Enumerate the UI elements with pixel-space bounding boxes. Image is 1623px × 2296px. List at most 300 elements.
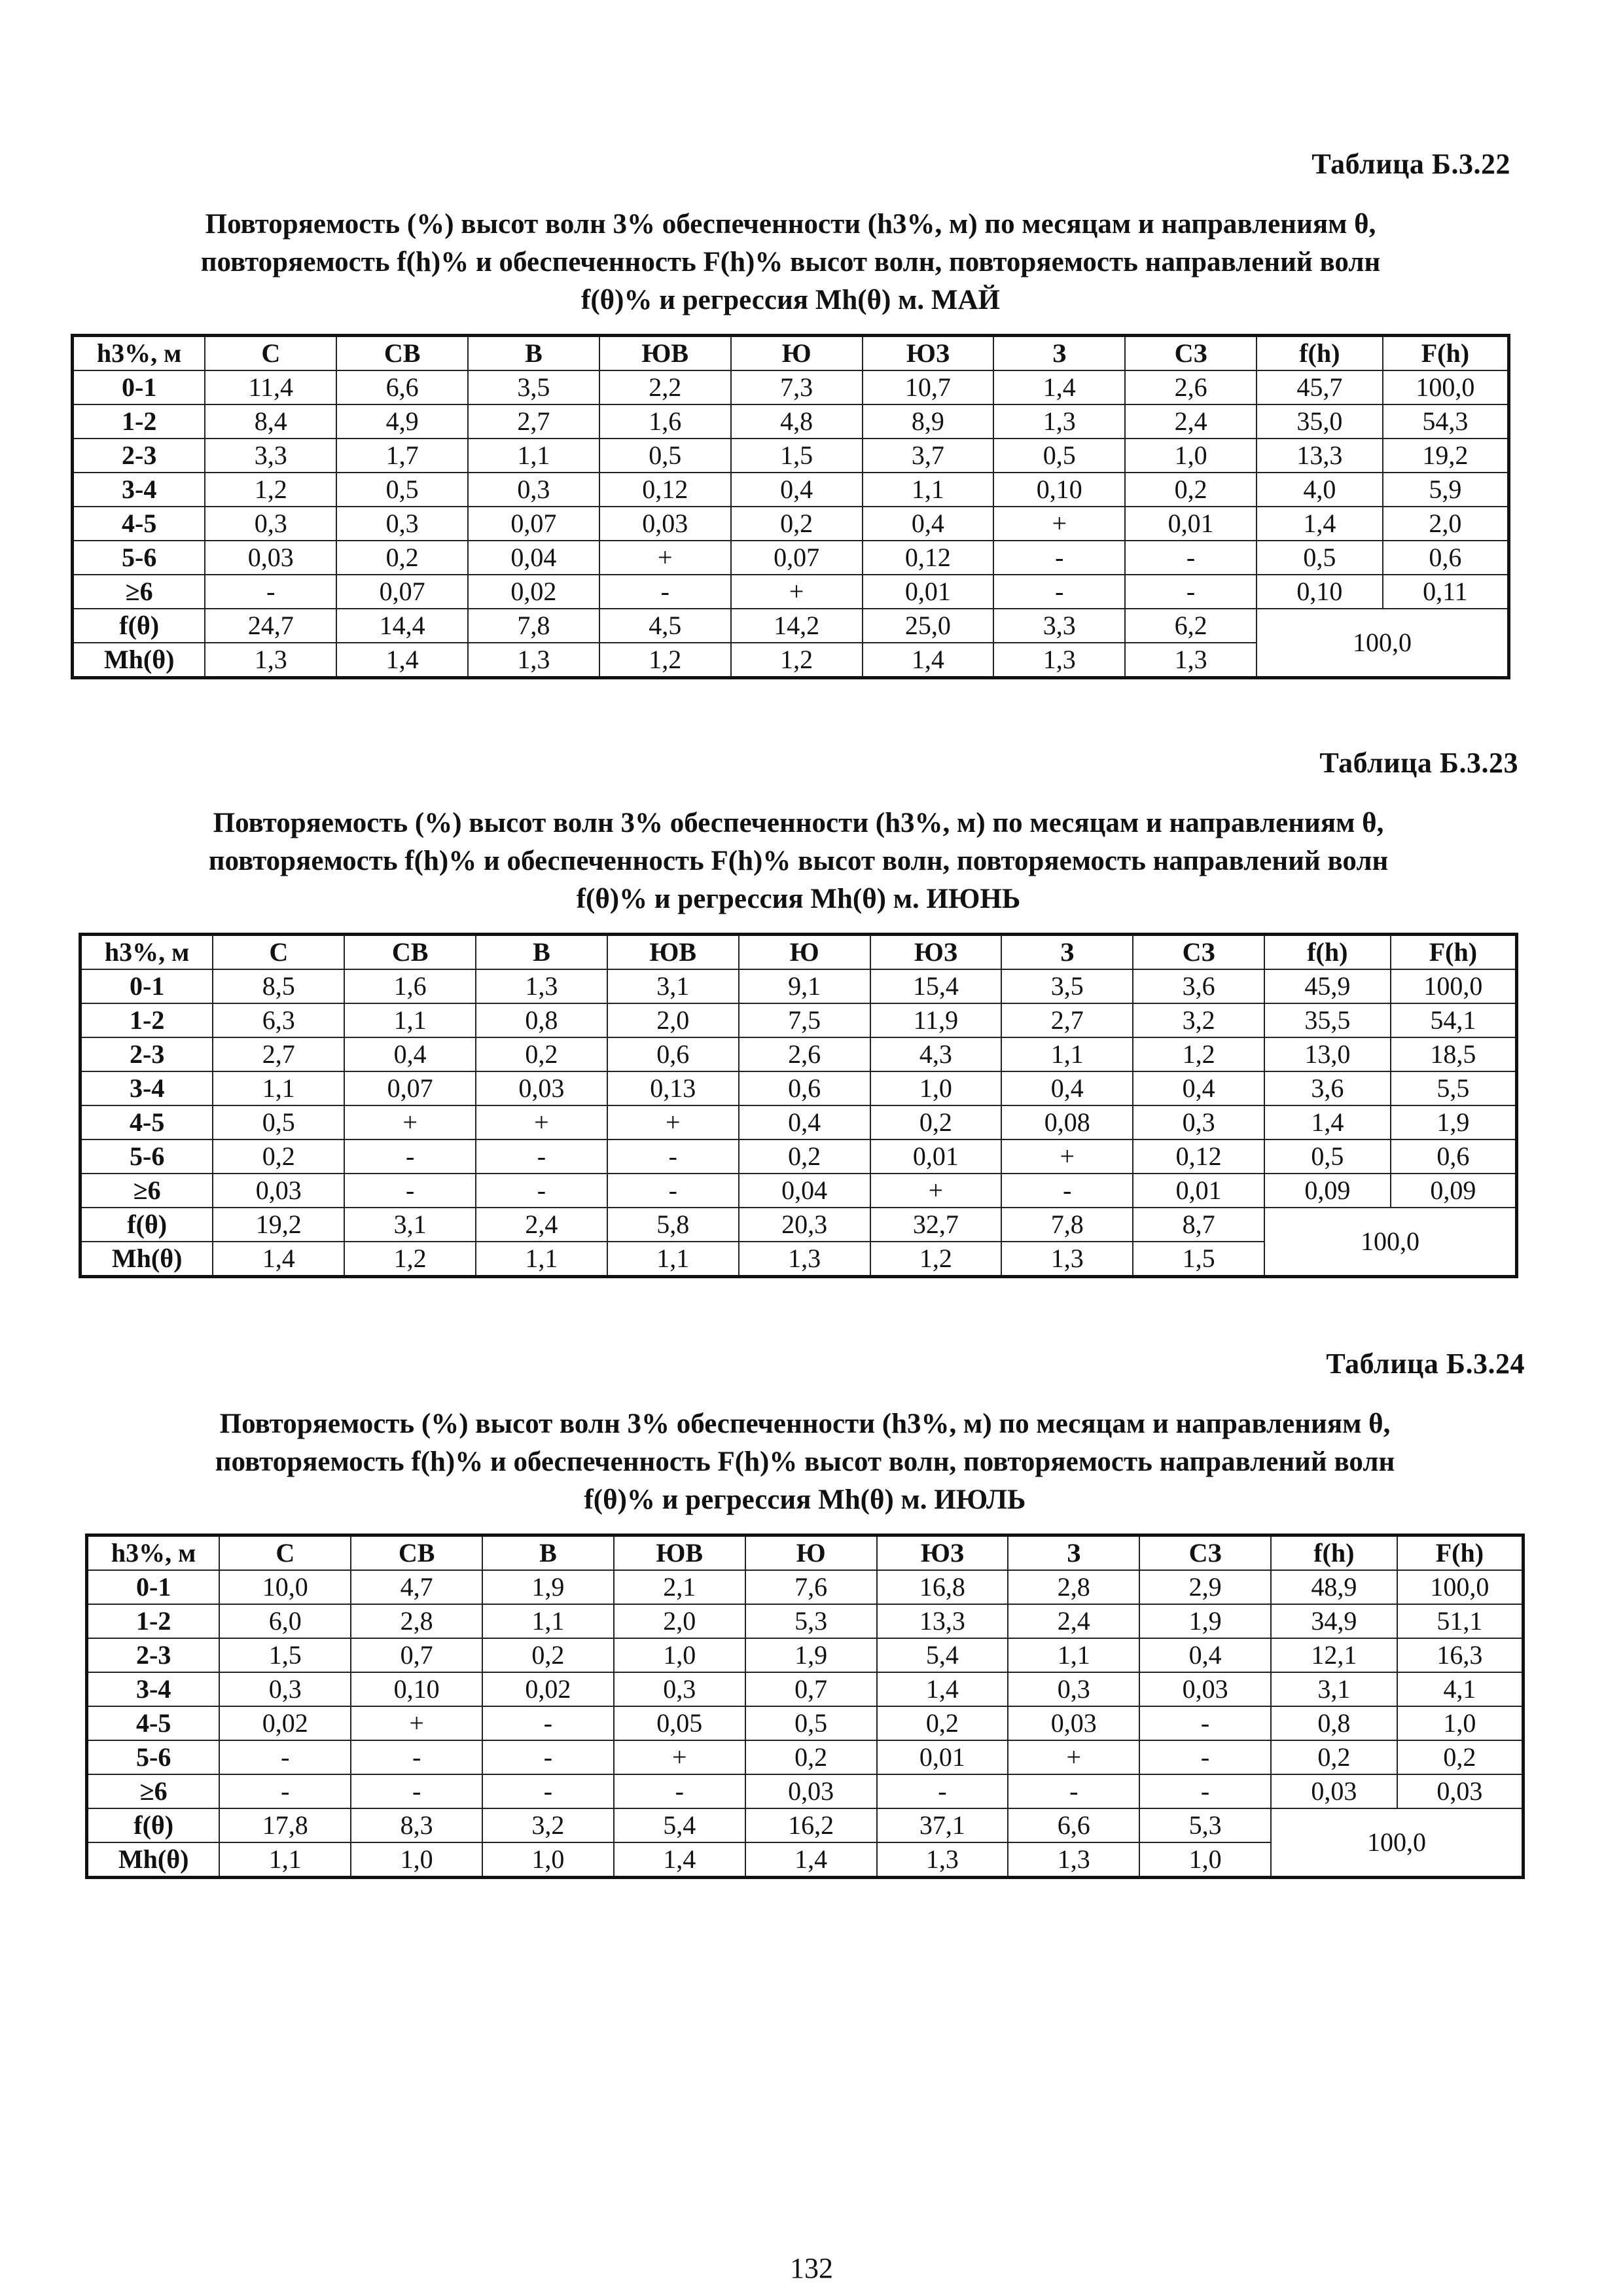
table-cell: 13,3 [877, 1604, 1008, 1638]
table-cell: 0,05 [614, 1706, 745, 1740]
caption-line: Повторяемость (%) высот волн 3% обеспеченности (h3%, м) по месяцам и направлениям θ, [205, 209, 1376, 240]
table-cell: 1,3 [993, 643, 1125, 678]
column-header: ЮВ [614, 1535, 745, 1571]
column-header: h3%, м [87, 1535, 220, 1571]
table-cell: 2,4 [1125, 404, 1257, 439]
table-cell: 51,1 [1397, 1604, 1524, 1638]
table-cell: 1,0 [351, 1842, 482, 1878]
caption-line: повторяемость f(h)% и обеспеченность F(h)% высот волн, повторяемость направлений волн [215, 1446, 1395, 1477]
table-cell: - [993, 575, 1125, 609]
row-header: f(θ) [87, 1808, 220, 1842]
table-cell: 1,0 [870, 1071, 1002, 1105]
caption-line [84, 281, 1497, 319]
column-header: ЮЗ [877, 1535, 1008, 1571]
table-cell: 1,5 [219, 1638, 351, 1672]
table-cell: 0,3 [468, 473, 599, 507]
row-header: 3-4 [73, 473, 205, 507]
table-cell: 0,8 [476, 1003, 607, 1037]
table-row [87, 1604, 1524, 1638]
caption-month: ИЮЛЬ [934, 1484, 1026, 1515]
table-cell: 0,02 [219, 1706, 351, 1740]
table-cell: 2,6 [739, 1037, 870, 1071]
table-cell: 100,0 [1383, 370, 1509, 404]
row-header: 3-4 [87, 1672, 220, 1706]
table-cell: 32,7 [870, 1208, 1002, 1242]
row-header: ≥6 [73, 575, 205, 609]
row-header: 4-5 [87, 1706, 220, 1740]
table-cell: 0,10 [1257, 575, 1383, 609]
table-row [73, 439, 1509, 473]
column-header: F(h) [1383, 336, 1509, 371]
table-cell: 0,03 [1397, 1774, 1524, 1808]
table-cell: 1,0 [1397, 1706, 1524, 1740]
row-header: 1-2 [73, 404, 205, 439]
table-cell: - [1125, 575, 1257, 609]
table-cell: 0,6 [739, 1071, 870, 1105]
table-cell: 0,2 [476, 1037, 607, 1071]
table-cell: 16,8 [877, 1570, 1008, 1604]
table-cell: 0,2 [213, 1139, 344, 1174]
table-cell: - [1001, 1174, 1133, 1208]
table-cell: 0,12 [599, 473, 731, 507]
table-cell: 4,9 [336, 404, 468, 439]
table-cell: - [482, 1706, 614, 1740]
column-header: СВ [344, 935, 476, 970]
column-header: В [468, 336, 599, 371]
wave-height-table [71, 334, 1510, 679]
table-row [80, 1037, 1517, 1071]
table-cell: 0,07 [344, 1071, 476, 1105]
column-header: F(h) [1397, 1535, 1524, 1571]
table-cell: 15,4 [870, 969, 1002, 1003]
table-cell: 0,2 [336, 541, 468, 575]
table-cell: 1,6 [344, 969, 476, 1003]
table-cell: - [344, 1174, 476, 1208]
table-cell: 6,2 [1125, 609, 1257, 643]
table-cell: 13,3 [1257, 439, 1383, 473]
row-header: f(θ) [73, 609, 205, 643]
table-cell: - [1125, 541, 1257, 575]
table-cell: 100,0 [1397, 1570, 1524, 1604]
table-cell: 1,4 [1264, 1105, 1391, 1139]
row-header: 5-6 [73, 541, 205, 575]
table-cell: 0,4 [1133, 1071, 1264, 1105]
table-caption [92, 804, 1505, 918]
table-cell: 1,0 [1139, 1842, 1271, 1878]
table-cell: 1,2 [731, 643, 863, 678]
table-cell: 1,4 [993, 370, 1125, 404]
table-cell: - [607, 1139, 739, 1174]
table-cell: 3,5 [1001, 969, 1133, 1003]
table-cell: + [476, 1105, 607, 1139]
header-row [80, 935, 1517, 970]
table-cell: 2,0 [1383, 507, 1509, 541]
row-header: ≥6 [87, 1774, 220, 1808]
row-header: 0-1 [80, 969, 213, 1003]
table-cell: 14,4 [336, 609, 468, 643]
table-cell: 6,6 [1008, 1808, 1139, 1842]
table-cell: - [607, 1174, 739, 1208]
table-cell: 0,4 [863, 507, 994, 541]
table-cell: 1,1 [482, 1604, 614, 1638]
table-cell: 1,3 [205, 643, 336, 678]
table-cell: 0,03 [1139, 1672, 1271, 1706]
table-cell: 1,4 [745, 1842, 877, 1878]
total-cell: 100,0 [1257, 609, 1509, 678]
table-cell: 4,1 [1397, 1672, 1524, 1706]
column-header: f(h) [1264, 935, 1391, 970]
table-cell: 3,3 [993, 609, 1125, 643]
table-cell: 1,9 [745, 1638, 877, 1672]
table-cell: 1,0 [482, 1842, 614, 1878]
table-cell: 19,2 [213, 1208, 344, 1242]
table-cell: 2,4 [1008, 1604, 1139, 1638]
table-cell: 1,2 [870, 1242, 1002, 1277]
table-cell: 0,03 [1271, 1774, 1397, 1808]
table-cell: 0,6 [607, 1037, 739, 1071]
table-cell: 11,4 [205, 370, 336, 404]
table-cell: 3,2 [1133, 1003, 1264, 1037]
column-header: С [205, 336, 336, 371]
table-cell: - [351, 1740, 482, 1774]
table-cell: 0,3 [614, 1672, 745, 1706]
column-header: h3%, м [73, 336, 205, 371]
table-cell: 48,9 [1271, 1570, 1397, 1604]
table-cell: 0,4 [1001, 1071, 1133, 1105]
table-cell: 1,1 [607, 1242, 739, 1277]
column-header: Ю [731, 336, 863, 371]
table-cell: 0,01 [863, 575, 994, 609]
table-cell: 0,4 [344, 1037, 476, 1071]
table-cell: 1,1 [219, 1842, 351, 1878]
table-cell: 0,5 [745, 1706, 877, 1740]
total-cell: 100,0 [1264, 1208, 1517, 1277]
table-cell: 5,9 [1383, 473, 1509, 507]
table-cell: 2,2 [599, 370, 731, 404]
page-number: 132 [790, 2252, 833, 2284]
table-cell: 0,5 [993, 439, 1125, 473]
table-row [87, 1706, 1524, 1740]
table-cell: + [344, 1105, 476, 1139]
table-cell: 0,3 [336, 507, 468, 541]
table-cell: 1,9 [482, 1570, 614, 1604]
table-cell: - [476, 1139, 607, 1174]
table-cell: 1,2 [1133, 1037, 1264, 1071]
table-row [80, 969, 1517, 1003]
table-row [87, 1740, 1524, 1774]
table-cell: 0,03 [213, 1174, 344, 1208]
table-cell: 0,01 [877, 1740, 1008, 1774]
table-cell: - [599, 575, 731, 609]
table-cell: 34,9 [1271, 1604, 1397, 1638]
row-header: 4-5 [73, 507, 205, 541]
f-theta-row [73, 609, 1509, 643]
table-cell: 0,11 [1383, 575, 1509, 609]
table-cell: 14,2 [731, 609, 863, 643]
row-header: 0-1 [87, 1570, 220, 1604]
table-row [73, 541, 1509, 575]
table-cell: 0,5 [213, 1105, 344, 1139]
table-row [80, 1071, 1517, 1105]
table-cell: + [993, 507, 1125, 541]
table-row [73, 404, 1509, 439]
table-cell: 0,2 [1125, 473, 1257, 507]
wave-height-table [85, 1534, 1525, 1879]
table-cell: 0,2 [1397, 1740, 1524, 1774]
table-cell: 17,8 [219, 1808, 351, 1842]
column-header: СЗ [1139, 1535, 1271, 1571]
table-block-may [71, 147, 1510, 679]
table-cell: 3,2 [482, 1808, 614, 1842]
table-cell: + [1001, 1139, 1133, 1174]
table-cell: 3,3 [205, 439, 336, 473]
table-cell: 5,5 [1391, 1071, 1517, 1105]
table-block-july [85, 1347, 1525, 1879]
table-cell: 2,4 [476, 1208, 607, 1242]
table-cell: 54,1 [1391, 1003, 1517, 1037]
table-cell: 1,6 [599, 404, 731, 439]
table-cell: 10,0 [219, 1570, 351, 1604]
table-cell: 0,09 [1264, 1174, 1391, 1208]
column-header: С [219, 1535, 351, 1571]
table-cell: 0,07 [468, 507, 599, 541]
table-cell: 0,07 [336, 575, 468, 609]
column-header: ЮВ [607, 935, 739, 970]
table-cell: 1,5 [731, 439, 863, 473]
column-header: F(h) [1391, 935, 1517, 970]
f-theta-row [80, 1208, 1517, 1242]
table-cell: 0,7 [745, 1672, 877, 1706]
table-cell: 35,0 [1257, 404, 1383, 439]
caption-line-text: f(θ)% и регрессия Mh(θ) м. [584, 1484, 927, 1515]
table-cell: - [993, 541, 1125, 575]
table-cell: 1,3 [739, 1242, 870, 1277]
column-header: В [476, 935, 607, 970]
table-cell: 0,5 [1257, 541, 1383, 575]
table-cell: 1,3 [468, 643, 599, 678]
row-header: f(θ) [80, 1208, 213, 1242]
caption-month: МАЙ [931, 285, 1000, 315]
table-cell: 0,03 [205, 541, 336, 575]
table-cell: - [482, 1740, 614, 1774]
table-cell: 0,5 [1264, 1139, 1391, 1174]
table-row [73, 507, 1509, 541]
table-cell: 1,4 [213, 1242, 344, 1277]
row-header: Mh(θ) [87, 1842, 220, 1878]
table-cell: 1,4 [1257, 507, 1383, 541]
table-cell: 1,3 [1008, 1842, 1139, 1878]
table-row [73, 370, 1509, 404]
table-cell: 5,3 [1139, 1808, 1271, 1842]
table-cell: - [476, 1174, 607, 1208]
table-cell: 0,2 [877, 1706, 1008, 1740]
table-cell: 3,1 [1271, 1672, 1397, 1706]
column-header: ЮЗ [863, 336, 994, 371]
table-cell: - [614, 1774, 745, 1808]
table-cell: 3,6 [1133, 969, 1264, 1003]
column-header: f(h) [1257, 336, 1383, 371]
table-number: Таблица Б.3.23 [1319, 747, 1518, 779]
table-cell: 0,12 [863, 541, 994, 575]
table-cell: 7,3 [731, 370, 863, 404]
table-cell: 0,7 [351, 1638, 482, 1672]
table-cell: 1,1 [476, 1242, 607, 1277]
column-header: З [1001, 935, 1133, 970]
table-cell: 5,4 [877, 1638, 1008, 1672]
row-header: ≥6 [80, 1174, 213, 1208]
table-cell: 16,2 [745, 1808, 877, 1842]
table-cell: 1,4 [336, 643, 468, 678]
table-cell: 0,12 [1133, 1139, 1264, 1174]
column-header: В [482, 1535, 614, 1571]
table-cell: 5,4 [614, 1808, 745, 1842]
row-header: Mh(θ) [80, 1242, 213, 1277]
table-cell: 0,3 [205, 507, 336, 541]
column-header: З [993, 336, 1125, 371]
row-header: 1-2 [87, 1604, 220, 1638]
table-cell: 4,3 [870, 1037, 1002, 1071]
table-cell: + [731, 575, 863, 609]
table-cell: 1,3 [993, 404, 1125, 439]
table-cell: 3,1 [344, 1208, 476, 1242]
table-cell: 0,10 [993, 473, 1125, 507]
table-cell: 1,7 [336, 439, 468, 473]
caption-line [98, 1481, 1512, 1519]
table-cell: 0,03 [599, 507, 731, 541]
table-cell: 1,3 [1125, 643, 1257, 678]
table-row [87, 1638, 1524, 1672]
table-cell: 3,7 [863, 439, 994, 473]
table-cell: - [219, 1774, 351, 1808]
table-cell: 6,6 [336, 370, 468, 404]
table-cell: 45,7 [1257, 370, 1383, 404]
table-cell: 6,0 [219, 1604, 351, 1638]
table-cell: 0,09 [1391, 1174, 1517, 1208]
table-cell: 6,3 [213, 1003, 344, 1037]
table-cell: 1,1 [213, 1071, 344, 1105]
caption-line: Повторяемость (%) высот волн 3% обеспеченности (h3%, м) по месяцам и направлениям θ, [213, 808, 1384, 838]
column-header: Ю [745, 1535, 877, 1571]
table-cell: 0,8 [1271, 1706, 1397, 1740]
caption-month: ИЮНЬ [926, 884, 1021, 914]
table-cell: 0,6 [1383, 541, 1509, 575]
table-cell: 1,4 [614, 1842, 745, 1878]
table-cell: + [614, 1740, 745, 1774]
table-cell: 2,8 [1008, 1570, 1139, 1604]
column-header: ЮЗ [870, 935, 1002, 970]
table-cell: 12,1 [1271, 1638, 1397, 1672]
table-cell: 11,9 [870, 1003, 1002, 1037]
table-caption [98, 1405, 1512, 1519]
table-cell: 4,5 [599, 609, 731, 643]
table-cell: 1,4 [863, 643, 994, 678]
column-header: h3%, м [80, 935, 213, 970]
table-cell: 1,2 [344, 1242, 476, 1277]
row-header: 3-4 [80, 1071, 213, 1105]
column-header: С [213, 935, 344, 970]
caption-line: повторяемость f(h)% и обеспеченность F(h)% высот волн, повторяемость направлений волн [200, 247, 1381, 278]
table-cell: - [1139, 1706, 1271, 1740]
caption-line-text: f(θ)% и регрессия Mh(θ) м. [576, 884, 919, 914]
table-cell: - [482, 1774, 614, 1808]
table-row [80, 1174, 1517, 1208]
table-cell: - [1008, 1774, 1139, 1808]
table-cell: 37,1 [877, 1808, 1008, 1842]
table-cell: 0,4 [739, 1105, 870, 1139]
table-cell: + [607, 1105, 739, 1139]
table-cell: 19,2 [1383, 439, 1509, 473]
table-cell: 54,3 [1383, 404, 1509, 439]
header-row [73, 336, 1509, 371]
table-cell: 1,2 [205, 473, 336, 507]
table-cell: 0,02 [482, 1672, 614, 1706]
table-row [87, 1570, 1524, 1604]
table-cell: 0,3 [1008, 1672, 1139, 1706]
table-cell: - [1139, 1774, 1271, 1808]
table-cell: 0,01 [1125, 507, 1257, 541]
table-cell: 0,03 [476, 1071, 607, 1105]
table-cell: + [351, 1706, 482, 1740]
table-cell: 0,01 [1133, 1174, 1264, 1208]
table-cell: 0,07 [731, 541, 863, 575]
table-cell: 1,5 [1133, 1242, 1264, 1277]
wave-height-table [79, 933, 1518, 1278]
table-cell: 0,2 [870, 1105, 1002, 1139]
caption-line [92, 880, 1505, 918]
table-cell: 24,7 [205, 609, 336, 643]
table-cell: 1,1 [1001, 1037, 1133, 1071]
table-cell: - [219, 1740, 351, 1774]
table-cell: 1,0 [614, 1638, 745, 1672]
table-number: Таблица Б.3.24 [1326, 1348, 1525, 1380]
table-cell: - [205, 575, 336, 609]
table-cell: 1,0 [1125, 439, 1257, 473]
header-row [87, 1535, 1524, 1571]
table-cell: 3,1 [607, 969, 739, 1003]
table-cell: 9,1 [739, 969, 870, 1003]
table-cell: 0,5 [599, 439, 731, 473]
table-row [73, 473, 1509, 507]
caption-line: Повторяемость (%) высот волн 3% обеспеченности (h3%, м) по месяцам и направлениям θ, [219, 1408, 1391, 1439]
table-cell: 1,1 [468, 439, 599, 473]
column-header: З [1008, 1535, 1139, 1571]
column-header: СЗ [1125, 336, 1257, 371]
table-cell: 2,0 [607, 1003, 739, 1037]
table-cell: 45,9 [1264, 969, 1391, 1003]
table-cell: 0,2 [1271, 1740, 1397, 1774]
table-cell: 0,4 [731, 473, 863, 507]
table-cell: 4,0 [1257, 473, 1383, 507]
table-cell: + [1008, 1740, 1139, 1774]
table-number: Таблица Б.3.22 [1311, 148, 1510, 180]
table-cell: + [870, 1174, 1002, 1208]
column-header: ЮВ [599, 336, 731, 371]
table-cell: 0,6 [1391, 1139, 1517, 1174]
table-cell: 7,8 [468, 609, 599, 643]
table-cell: 1,3 [877, 1842, 1008, 1878]
table-cell: 0,5 [336, 473, 468, 507]
table-cell: 0,03 [745, 1774, 877, 1808]
table-cell: 5,3 [745, 1604, 877, 1638]
column-header: СЗ [1133, 935, 1264, 970]
table-cell: 2,8 [351, 1604, 482, 1638]
table-cell: 3,6 [1264, 1071, 1391, 1105]
table-cell: 20,3 [739, 1208, 870, 1242]
table-row [87, 1774, 1524, 1808]
table-cell: 0,02 [468, 575, 599, 609]
table-cell: 16,3 [1397, 1638, 1524, 1672]
caption-line-text: f(θ)% и регрессия Mh(θ) м. [581, 285, 925, 315]
